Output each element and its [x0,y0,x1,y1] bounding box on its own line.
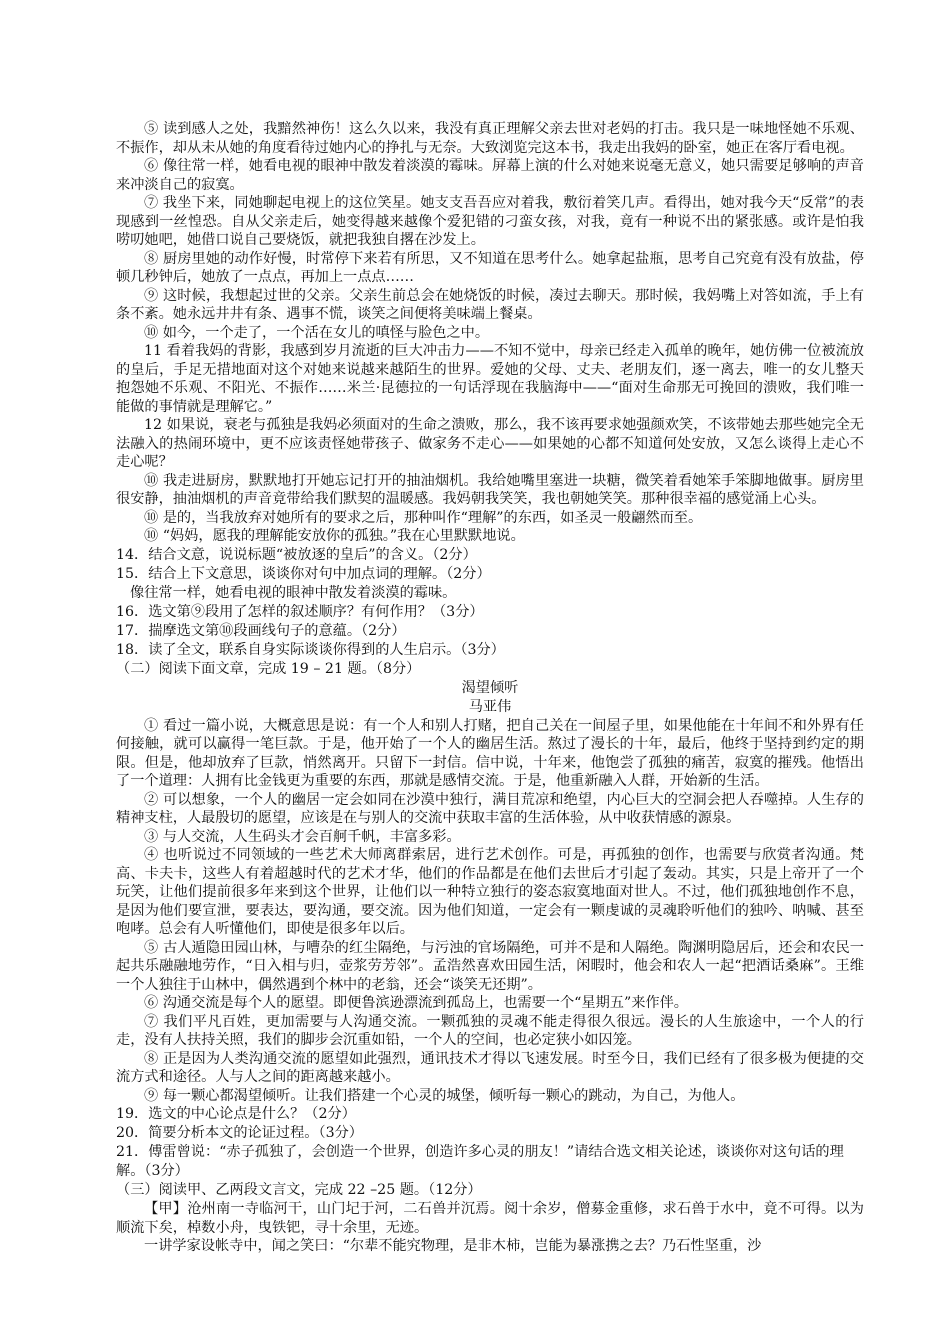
question-17: 17．揣摩选文第⑩段画线句子的意蕴。（2分） [116,622,406,639]
question-18: 18．读了全文，联系自身实际谈谈你得到的人生启示。（3分） [116,641,505,658]
article-paragraph-8: ⑧ 正是因为人类沟通交流的愿望如此强烈，通讯技术才得以飞速发展。时至今日，我们已经有了很多极为便捷的交流方式和途径。人与人之间的距离越来越小。 [116,1050,864,1085]
article-section [116,717,864,1106]
classical-paragraph-2: 一讲学家设帐寺中，闻之笑曰：“尔辈不能究物理，是非木柿，岂能为暴涨携之去？乃石性坚重，沙 [144,1238,762,1254]
article-paragraph-5: ⑤ 古人遁隐田园山林，与嘈杂的红尘隔绝，与污浊的官场隔绝，可并不是和人隔绝。陶渊明隐居后，还会和农民一起共乐融融地劳作，“日入相与归，壶浆劳芳邻”。孟浩然喜欢田园生活，闲暇时，他会和农人一起“把酒话桑麻”。王维一个人独往于山林中，偶然遇到个林中的老翁，还会“谈笑无还期”。 [116,939,864,993]
article-paragraph-7: ⑦ 我们平凡百姓，更加需要与人沟通交流。一颗孤独的灵魂不能走得很久很远。漫长的人生旅途中，一个人的行走，没有人扶持关照，我们的脚步会沉重如铅，一个人的空间，也必定狭小如囚笼。 [116,1013,864,1048]
section-2-heading: （二）阅读下面文章，完成 19 – 21 题。（8分） [116,660,421,677]
article-title: 渴望倾听 [461,679,519,696]
question-14: 14．结合文意，说说标题“被放逐的皇后”的含义。（2分） [116,546,477,563]
questions-14-18 [116,546,864,679]
story-paragraph-7: ⑦ 我坐下来，同她聊起电视上的这位笑星。她支支吾吾应对着我，敷衍着笑几声。看得出，她对我今天“反常”的表现感到一丝惶恐。自从父亲走后，她变得越来越像个爱犯错的刁蛮女孩，对我，竟有一种说不出的紧张感。或许是怕我唠叨她吧，她借口说自己要烧饭，就把我独自撂在沙发上。 [116,195,864,248]
story-paragraph-15: ⑩ “妈妈，愿我的理解能安放你的孤独。”我在心里默默地说。 [144,528,525,544]
section-3-heading: （三）阅读甲、乙两段文言文，完成 22 –25 题。（12分） [116,1182,482,1198]
story-paragraph-12: 12 如果说，衰老与孤独是我妈必须面对的生命之溃败，那么，我不该再要求她强颜欢笑，不该带她去那些她完全无法融入的热闹环境中，更不应该责怪她带孩子、做家务不走心——如果她的心都不知道何处安放，又怎么谈得上走心不走心呢？ [116,417,864,470]
question-16: 16．选文第⑨段用了怎样的叙述顺序？有何作用？（3分） [116,603,484,620]
story-paragraph-14: ⑩ 是的，当我放弃对她所有的要求之后，那种叫作“理解”的东西，如圣灵一般翩然而至。 [144,509,703,526]
article-paragraph-4: ④ 也听说过不同领域的一些艺术大师离群索居，进行艺术创作。可是，再孤独的创作，也需要与欣赏者沟通。梵高、卡夫卡，这些人有着超越时代的艺术才华，他们的作品都是在他们去世后才引起了轰动。其实，只是上帝开了一个玩笑，让他们提前很多年来到这个世界，让他们以一种特立独行的姿态寂寞地面对世人。不过，他们孤独地创作不息，是因为他们要宣泄，要表达，要沟通，要交流。因为他们知道，一定会有一颗虔诚的灵魂聆听他们的独吟、呐喊、甚至咆哮。总会有人听懂他们，即使是很多年以后。 [116,847,864,937]
story-paragraph-8: ⑧ 厨房里她的动作好慢，时常停下来若有所思，又不知道在思考什么。她拿起盐瓶，思考自己究竟有没有放盐，停顿几秒钟后，她放了一点点，再加上一点点…… [116,250,864,285]
story-paragraph-11: 11 看着我妈的背影，我感到岁月流逝的巨大冲击力——不知不觉中，母亲已经走入孤单的晚年，她仿佛一位被流放的皇后，手足无措地面对这个对她来说越来越陌生的世界。爱她的父母、丈夫、老朋友们，逐一离去，唯一的女儿整天抱怨她不乐观、不阳光、不振作……米兰·昆德拉的一句话浮现在我脑海中——“面对生命那无可挽回的溃败，我们唯一能做的事情就是理解它。” [116,343,864,415]
story-paragraph-6: ⑥ 像往常一样，她看电视的眼神中散发着淡漠的霉味。屏幕上演的什么对她来说毫无意义，她只需要足够响的声音来冲淡自己的寂寞。 [116,158,864,193]
questions-19-21 [116,1105,864,1200]
article-paragraph-2: ② 可以想象，一个人的幽居一定会如同在沙漠中独行，满目荒凉和绝望，内心巨大的空洞会把人吞噬掉。人生存的精神支柱，人最殷切的愿望，应该是在与别人的交流中获取丰富的生活体验，从中收获情感的源泉。 [116,791,864,826]
story-paragraph-10: ⑩ 如今，一个走了，一个活在女儿的嗔怪与脸色之中。 [144,324,490,341]
question-21: 21．傅雷曾说：“赤子孤独了，会创造一个世界，创造许多心灵的朋友！”请结合选文相关论述，谈谈你对这句话的理解。（3分） [116,1144,844,1179]
question-20: 20．简要分析本文的论证过程。（3分） [116,1125,363,1141]
story-paragraph-9: ⑨ 这时候，我想起过世的父亲。父亲生前总会在她烧饭的时候，凑过去聊天。那时候，我妈嘴上对答如流，手上有条不紊。她永远井井有条、遇事不慌，谈笑之间便将美味端上餐桌。 [116,287,864,322]
story-section [116,120,864,546]
article-paragraph-3: ③ 与人交流，人生码头才会百舸千帆，丰富多彩。 [144,828,461,845]
story-paragraph-5: ⑤ 读到感人之处，我黯然神伤！这么久以来，我没有真正理解父亲去世对老妈的打击。我只是一味地怪她不乐观、不振作，却从未从她的角度看待过她内心的挣扎与无奈。大致浏览完这本书，我走出我妈的卧室，她正在客厅看电视。 [116,121,864,156]
story-paragraph-13: ⑩ 我走进厨房，默默地打开她忘记打开的抽油烟机。我给她嘴里塞进一块糖，微笑着看她笨手笨脚地做事。厨房里很安静，抽油烟机的声音竟带给我们默契的温暖感。我妈朝我笑笑，我也朝她笑笑。那种很幸福的感觉涌上心头。 [116,472,864,507]
article-paragraph-9: ⑨ 每一颗心都渴望倾听。让我们搭建一个心灵的城堡，倾听每一颗心的跳动，为自己，为他人。 [144,1087,745,1104]
question-15-quote: 像往常一样，她看电视的眼神中散发着淡漠的霉味。 [130,584,457,601]
article-author: 马亚伟 [468,698,512,715]
document-page [116,120,864,1256]
classical-section [116,1200,864,1256]
classical-paragraph-jia: 【甲】沧州南一寺临河干，山门圮于河，二石兽并沉焉。阅十余岁，僧募金重修，求石兽于水中，竟不可得。以为顺流下矣，棹数小舟，曳铁钯，寻十余里，无迹。 [116,1201,864,1236]
article-paragraph-1: ① 看过一篇小说，大概意思是说：有一个人和别人打赌，把自己关在一间屋子里，如果他能在十年间不和外界有任何接触，就可以赢得一笔巨款。于是，他开始了一个人的幽居生活。熬过了漫长的十年，最后，他终于坚持到约定的期限。但是，他却放弃了巨款，悄然离开。只留下一封信。信中说，十年来，他饱尝了孤独的痛苦，寂寞的摧残。他悟出了一个道理：人拥有比金钱更为重要的东西，那就是感情交流。于是，他重新融入人群，开始新的生活。 [116,717,864,789]
article-paragraph-6: ⑥ 沟通交流是每个人的愿望。即便鲁滨逊漂流到孤岛上，也需要一个“星期五”来作伴。 [144,995,688,1011]
question-19: 19．选文的中心论点是什么？（2分） [116,1106,356,1122]
question-15: 15．结合上下文意思，谈谈你对句中加点词的理解。（2分） [116,565,491,582]
